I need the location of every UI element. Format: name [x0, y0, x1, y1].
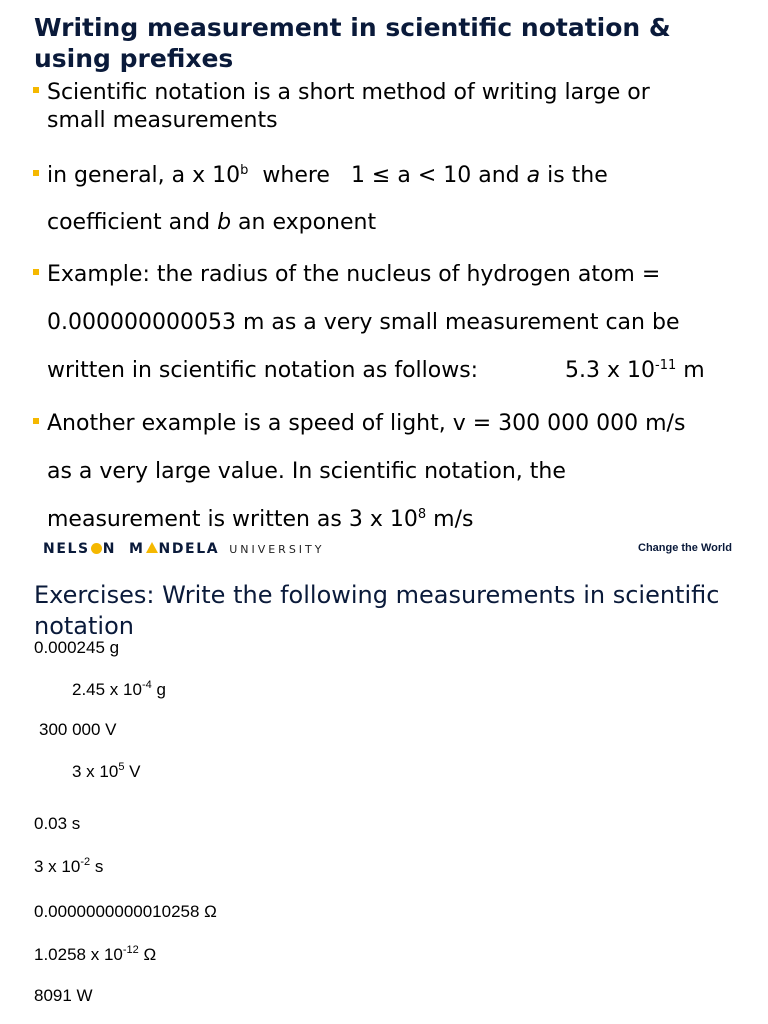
bullet-text-line: Another example is a speed of light, v = 300 000 000 m/s — [47, 411, 686, 436]
exponent: b — [240, 163, 249, 178]
variable-a: a — [526, 163, 541, 188]
bullet-text-line: Scientific notation is a short method of writing large or — [47, 80, 650, 105]
unit: V — [124, 762, 141, 781]
text: an exponent — [231, 210, 377, 235]
logo-text: M — [128, 541, 145, 557]
variable-b: b — [217, 210, 232, 235]
nelson-mandela-university-logo — [43, 541, 325, 557]
bullet-text-line — [47, 152, 747, 199]
text: in general, a x 10 — [47, 163, 241, 188]
unit: Ω — [138, 945, 157, 964]
bullet-text-line — [47, 199, 747, 246]
exercise-question: 300 000 V — [39, 720, 117, 739]
exercise-question: 0.000245 g — [34, 638, 120, 657]
exercise-answer — [34, 857, 103, 877]
exponent: -2 — [80, 856, 91, 868]
text: 3 x 10 — [34, 857, 81, 876]
exercise-question: 0.03 s — [34, 814, 81, 833]
bullet-speed-of-light — [47, 400, 747, 544]
unit: m — [676, 358, 705, 383]
exercise-answer — [72, 680, 166, 700]
text: 5.3 x 10 — [565, 358, 655, 383]
logo-text: NELS — [43, 541, 90, 557]
text: is the — [540, 163, 608, 188]
bullet-text-line — [47, 496, 747, 544]
bullet-general-form — [47, 152, 747, 246]
logo-university-text: UNIVERSITY — [229, 543, 325, 556]
bullet-text-line: 0.000000000053 m as a very small measurement can be — [47, 310, 680, 335]
exponent: -4 — [141, 679, 152, 691]
bullet-text-line: small measurements — [47, 108, 278, 133]
exponent: -11 — [655, 358, 677, 373]
bullet-square-icon — [33, 170, 39, 176]
bullet-text-line: Example: the radius of the nucleus of hydrogen atom = — [47, 262, 661, 287]
text: written in scientific notation as follows: — [47, 358, 479, 383]
exponent: 8 — [417, 507, 427, 522]
bullet-scientific-notation — [47, 79, 747, 135]
exercise-question: 0.0000000000010258 Ω — [34, 902, 217, 921]
unit: g — [151, 680, 166, 699]
bullet-square-icon — [33, 87, 39, 93]
text: measurement is written as 3 x 10 — [47, 507, 418, 532]
text: coefficient and — [47, 210, 218, 235]
unit: m/s — [426, 507, 474, 532]
logo-triangle-icon — [146, 542, 158, 553]
unit: s — [90, 857, 104, 876]
scientific-value — [565, 347, 705, 395]
bullet-text-line — [47, 347, 747, 395]
text: where 1 ≤ a < 10 and — [248, 163, 527, 188]
exercises-title: Exercises: Write the following measurements in scientific notation — [34, 581, 720, 640]
exercise-question: 8091 W — [34, 986, 93, 1005]
bullet-square-icon — [33, 269, 39, 275]
exercise-answer — [72, 762, 141, 782]
text: 1.0258 x 10 — [34, 945, 123, 964]
tagline: Change the World — [638, 542, 732, 554]
text: 3 x 10 — [72, 762, 119, 781]
exponent: -12 — [122, 944, 139, 956]
bullet-text-line: as a very large value. In scientific notation, the — [47, 459, 566, 484]
exponent: 5 — [118, 761, 125, 773]
logo-sun-icon — [91, 543, 102, 554]
bullet-hydrogen-example — [47, 251, 747, 395]
logo-text: N — [102, 541, 117, 557]
exercise-answer — [34, 945, 156, 965]
text: 2.45 x 10 — [72, 680, 142, 699]
bullet-square-icon — [33, 418, 39, 424]
logo-text: NDELA — [158, 541, 220, 557]
page-title: Writing measurement in scientific notation & using prefixes — [34, 13, 671, 73]
